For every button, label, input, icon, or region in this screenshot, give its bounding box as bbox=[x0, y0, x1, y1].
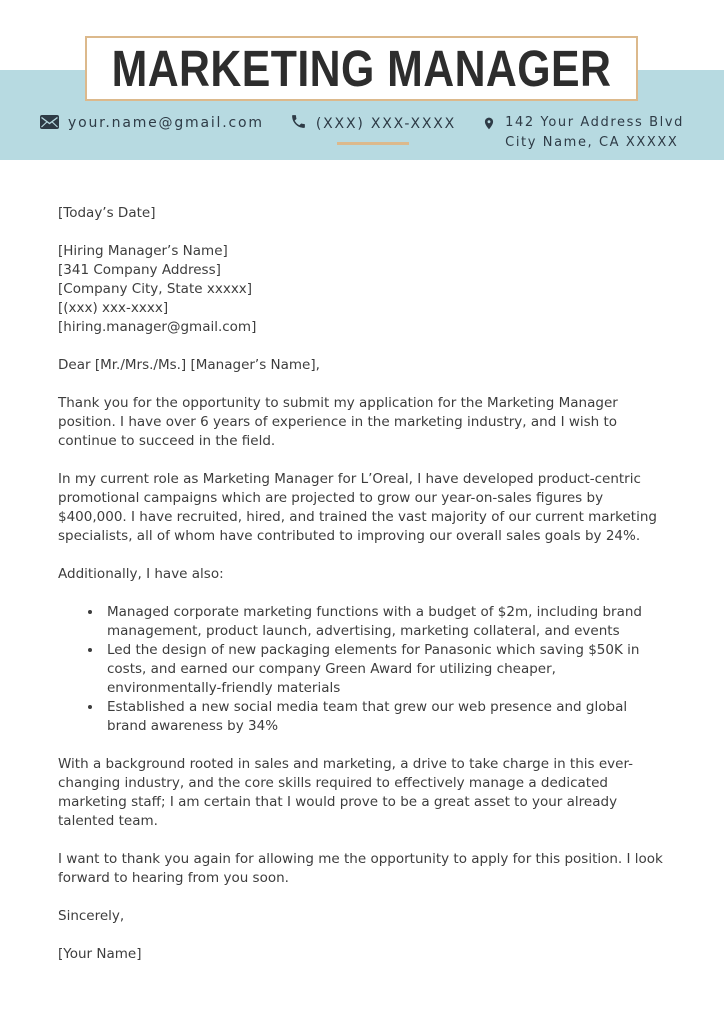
job-title-box bbox=[85, 36, 638, 101]
achievement-item: • Established a new social media team that grew our web presence and global brand awareness by 34% bbox=[103, 698, 668, 736]
contact-address-lines bbox=[505, 113, 684, 153]
recipient-name: [Hiring Manager’s Name] bbox=[58, 243, 228, 259]
achievement-item: • Managed corporate marketing functions with a budget of $2m, including brand management, product launch, advertising, marketing collateral, and events bbox=[103, 603, 668, 641]
signoff: Sincerely, bbox=[58, 908, 125, 924]
achievement-item: • Led the design of new packaging elements for Panasonic which saving $50K in costs, and earned our company Green Award for utilizing cheaper, environmentally-friendly materials bbox=[103, 641, 668, 698]
location-pin-icon bbox=[482, 113, 496, 137]
contact-email-text: your.name@gmail.com bbox=[68, 115, 264, 131]
achievement-list bbox=[58, 603, 668, 736]
letter-body bbox=[0, 160, 724, 964]
paragraph-thanks: I want to thank you again for allowing me the opportunity to apply for this position. I look forward to hearing from you soon. bbox=[58, 851, 663, 886]
recipient-email: [hiring.manager@gmail.com] bbox=[58, 319, 257, 335]
recipient-phone: [(xxx) xxx-xxxx] bbox=[58, 300, 169, 316]
paragraph-intro: Thank you for the opportunity to submit my application for the Marketing Manager position. I have over 6 years of experience in the marketing industry, and I wish to continue to succeed in the field. bbox=[58, 395, 618, 449]
recipient-city: [Company City, State xxxxx] bbox=[58, 281, 253, 297]
paragraph-background: With a background rooted in sales and marketing, a drive to take charge in this ever-changing industry, and the core skills required to effectively manage a dedicated marketing staff; I am certain that I would prove to be a great asset to your already talented team. bbox=[58, 756, 633, 829]
recipient-address: [341 Company Address] bbox=[58, 262, 221, 278]
contact-phone bbox=[290, 113, 456, 134]
signature: [Your Name] bbox=[58, 946, 142, 962]
contact-phone-text: (XXX) XXX-XXXX bbox=[315, 115, 457, 132]
phone-icon bbox=[290, 113, 307, 134]
paragraph-current-role: In my current role as Marketing Manager for L’Oreal, I have developed product-centric promotional campaigns which are projected to grow our year-on-sales figures by $400,000. I have recruited, hired, and trained the vast majority of our current marketing specialists, all of whom have contributed to improving our overall sales goals by 24%. bbox=[58, 471, 657, 544]
contact-address-line2: City Name, CA XXXXX bbox=[505, 135, 679, 150]
salutation: Dear [Mr./Mrs./Ms.] [Manager’s Name], bbox=[58, 357, 320, 373]
contact-email bbox=[40, 113, 264, 133]
contact-address-line1: 142 Your Address Blvd bbox=[505, 115, 684, 130]
additionally-line: Additionally, I have also: bbox=[58, 566, 224, 582]
phone-underline-accent bbox=[337, 142, 409, 145]
contact-bar bbox=[40, 113, 684, 153]
email-icon bbox=[40, 114, 59, 133]
job-title: MARKETING MANAGER bbox=[111, 40, 612, 97]
recipient-block bbox=[58, 242, 668, 337]
letterhead bbox=[0, 0, 724, 160]
date-line: [Today’s Date] bbox=[58, 205, 156, 221]
contact-address bbox=[482, 113, 684, 153]
